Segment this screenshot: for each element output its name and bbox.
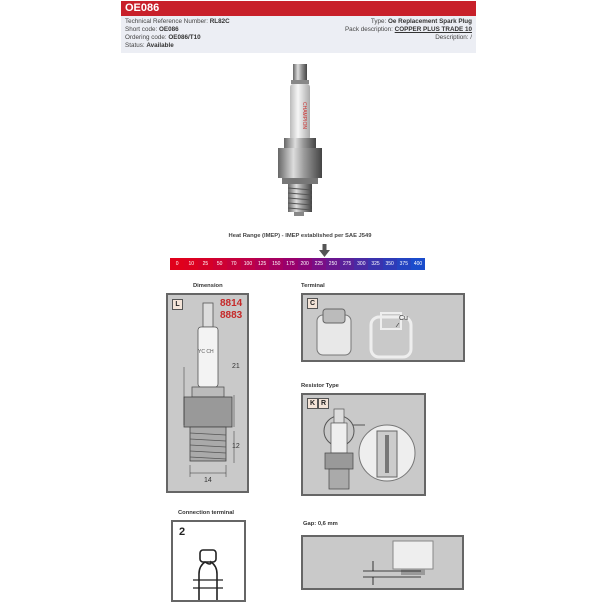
spark-plug-photo [270,62,330,218]
ordering-code-row: Ordering code: OE086/T10 [125,34,201,41]
tech-ref-row: Technical Reference Number: RL82C [125,18,230,25]
type-row: Type: Oe Replacement Spark Plug [370,18,472,25]
heat-range-title: Heat Range (IMEP) - IMEP established per SAE J549 [228,233,372,239]
connection-box [171,520,246,602]
heat-range-value: 125 [255,258,269,270]
svg-text:CHAMPION: CHAMPION [301,102,307,129]
heat-range-scale [170,258,425,270]
status-row: Status: Available [125,42,174,49]
resistor-type-letter-k: K [307,398,318,409]
heat-range-value: 225 [312,258,326,270]
heat-range-value: 150 [269,258,283,270]
dimension-type-letter: L [172,299,183,310]
connection-drawing [173,522,244,600]
terminal-title: Terminal [301,283,325,289]
heat-range-value: 350 [383,258,397,270]
heat-range-value: 25 [198,258,212,270]
resistor-box [301,393,426,496]
resistor-type-letter-r: R [318,398,329,409]
dim-hex-label: 21 [232,363,240,370]
pack-link[interactable]: COPPER PLUS TRADE 10 [394,26,472,33]
heat-range-value: 10 [184,258,198,270]
pack-row: Pack description: COPPER PLUS TRADE 10 [344,26,472,33]
gap-box [301,535,464,590]
terminal-box [301,293,465,362]
dimension-title: Dimension [193,283,223,289]
heat-range-value: 375 [397,258,411,270]
gap-title: Gap: 0,6 mm [303,521,338,527]
terminal-material-label: Cu [399,315,408,322]
dim-reach-label: 12 [232,443,240,450]
description-row: Description: / [435,34,472,41]
dimension-drawing [168,295,247,491]
terminal-drawing [303,295,463,360]
gap-drawing [303,537,462,588]
terminal-type-letter: C [307,298,318,309]
resistor-drawing [303,395,424,494]
heat-range-value: 200 [298,258,312,270]
heat-range-value: 175 [283,258,297,270]
heat-range-value: 250 [326,258,340,270]
dimension-codes: 8814 8883 [220,298,243,321]
heat-range-value: 70 [227,258,241,270]
dim-thread-label: 14 [204,477,212,484]
heat-range-selected-arrow [319,244,330,257]
connection-number: 2 [179,526,186,538]
short-code-row: Short code: OE086 [125,26,179,33]
product-code-header: OE086 [121,1,476,16]
heat-range-value: 325 [368,258,382,270]
heat-range-value: 100 [241,258,255,270]
heat-range-value: 275 [340,258,354,270]
resistor-title: Resistor Type [301,383,339,389]
heat-range-value: 300 [354,258,368,270]
heat-range-value: 0 [170,258,184,270]
insulator-marking: YC CH [198,349,214,355]
connection-title: Connection terminal [178,510,235,516]
dimension-box [166,293,249,493]
heat-range-value: 400 [411,258,425,270]
product-info-panel [121,16,476,53]
heat-range-value: 50 [213,258,227,270]
